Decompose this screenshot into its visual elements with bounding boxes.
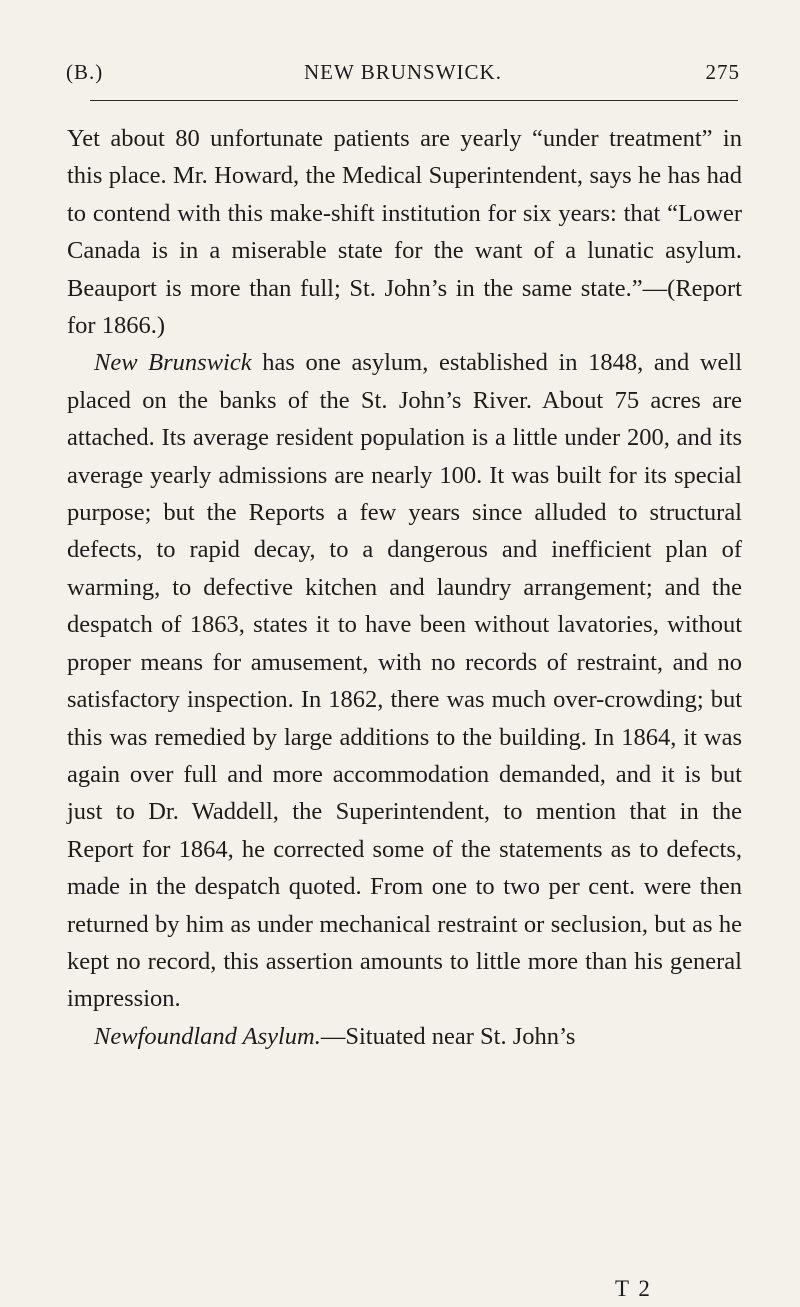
page-number: 275: [705, 60, 740, 84]
paragraph-1-text: Yet about 80 unfortunate patients are yearly “under treatment” in this place. Mr. Howard, the Medical Superintendent, says he has had to contend with this make-shift institution for six years: that “Lower Canada is in a miserable state for the want of a lunatic asylum. Beauport is more than full; St. John’s in the same state.”—(Report for 1866.): [67, 125, 742, 340]
paragraph-3-text: —Situated near St. John’s: [320, 1022, 576, 1050]
header-rule: [90, 100, 738, 101]
paragraph-2: [67, 344, 742, 1017]
paragraph-3: [67, 1018, 742, 1055]
section-marker: (B.): [66, 60, 104, 84]
paragraph-1: [67, 120, 742, 344]
paragraph-2-lead: New Brunswick: [94, 349, 252, 377]
signature-mark: T 2: [615, 1276, 652, 1301]
running-title: NEW BRUNSWICK.: [304, 60, 502, 84]
body-text: [67, 120, 742, 1055]
running-head: [66, 60, 740, 90]
paragraph-3-lead: Newfoundland Asylum.: [94, 1022, 321, 1050]
paragraph-2-text: has one asylum, established in 1848, and well placed on the banks of the St. John’s River. About 75 acres are attached. Its average resident population is a little under 200, and its average yearly admissions are nearly 100. It was built for its special purpose; but the Reports a few years since alluded to structural defects, to rapid decay, to a dangerous and inefficient plan of warming, to defective kitchen and laundry arrangement; and the despatch of 1863, states it to have been without lavatories, without proper means for amusement, with no records of restraint, and no satisfactory inspection. In 1862, there was much over-crowding; but this was remedied by large additions to the building. In 1864, it was again over full and more accommodation demanded, and it is but just to Dr. Waddell, the Superintendent, to mention that in the Report for 1864, he corrected some of the statements as to defects, made in the despatch quoted. From one to two per cent. were then returned by him as under mechanical restraint or seclusion, but as he kept no record, this assertion amounts to little more than his general impression.: [67, 349, 743, 1013]
